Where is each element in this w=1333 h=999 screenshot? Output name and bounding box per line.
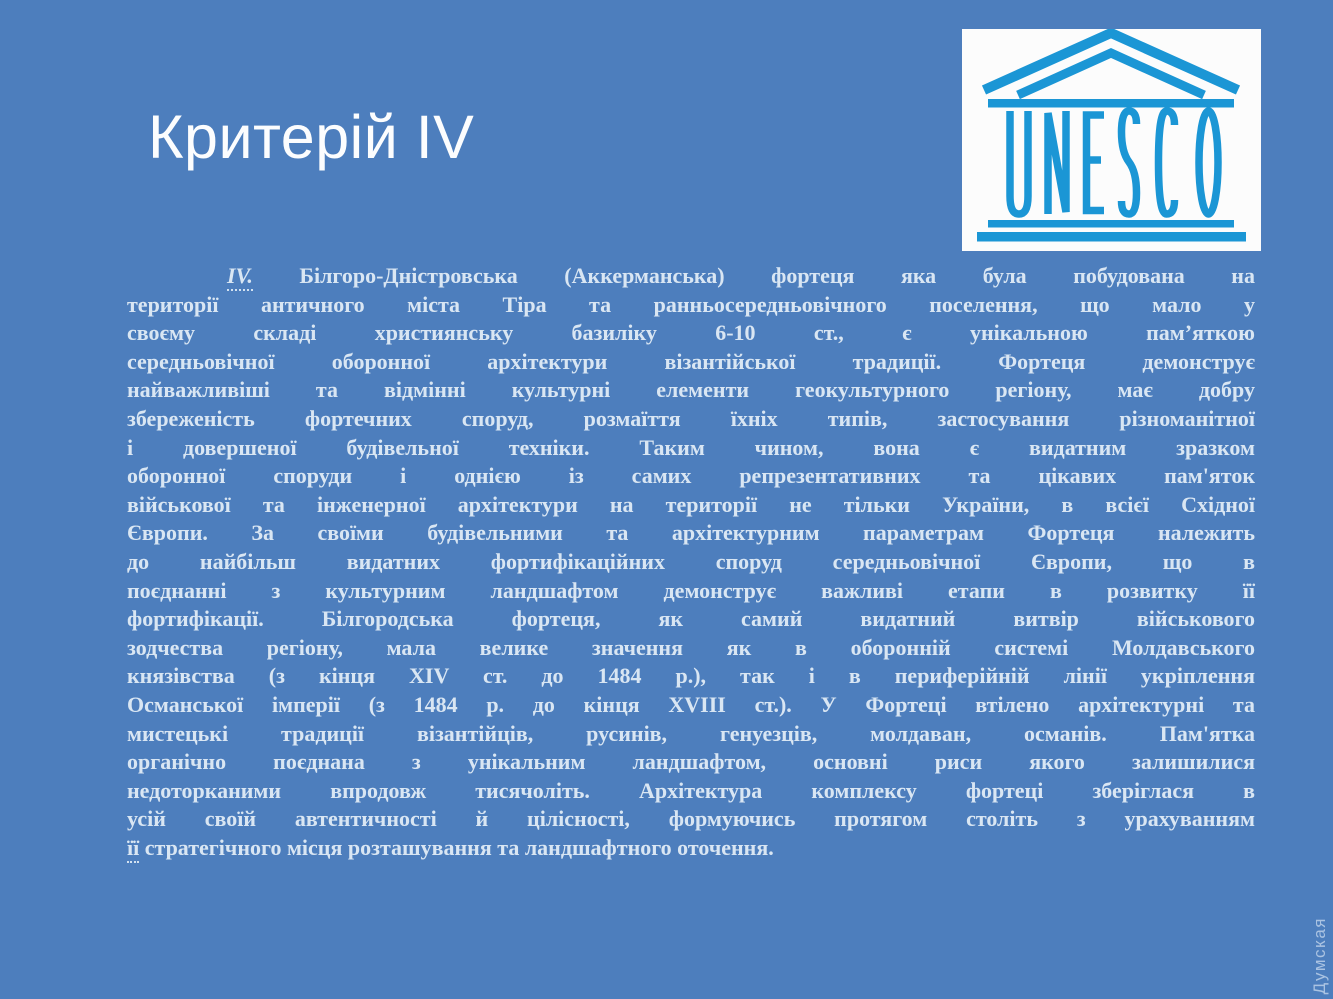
page-title: Критерій IV	[148, 103, 475, 171]
text-line: мистецькі традиції візантійців, русинів, генуезців, молдаван, османів. Пам'ятка	[127, 720, 1255, 746]
text-line-prefix: IV.	[227, 263, 253, 291]
unesco-architrave	[988, 99, 1234, 108]
text-line: військової та інженерної архітектури на території не тільки України, в всієї Східної	[127, 491, 1255, 517]
text-line-prefix: її	[127, 835, 139, 863]
text-line: найважливіші та відмінні культурні елементи геокультурного регіону, має добру	[127, 377, 1255, 403]
unesco-base-bar-upper	[988, 220, 1234, 228]
text-line: фортифікації. Білгородська фортеця, як самий видатний витвір військового	[127, 606, 1255, 632]
text-line: і довершеної будівельної техніки. Таким чином, вона є видатним зразком	[127, 434, 1255, 460]
text-line: недоторканими впродовж тисячоліть. Архітектура комплексу фортеці зберіглася в	[127, 777, 1255, 803]
text-line: збереженість фортечних споруд, розмаїття їхніх типів, застосування різноманітної	[127, 405, 1255, 431]
watermark: Думская	[1310, 916, 1329, 994]
unesco-roof-outer	[984, 33, 1238, 90]
text-line: оборонної споруди і однією із самих репрезентативних та цікавих пам'яток	[127, 463, 1255, 489]
text-line: IV. Білгоро-Дністровська (Аккерманська) фортеця яка була побудована на	[127, 262, 1255, 291]
unesco-letters	[1010, 111, 1218, 214]
text-line: території античного міста Тіра та ранньосередньовічного поселення, що мало у	[127, 291, 1255, 317]
text-line: усій своїй автентичності й цілісності, формуючись протягом століть з урахуванням	[127, 806, 1255, 832]
text-line: своєму складі християнську базиліку 6-10 ст., є унікальною пам’яткою	[127, 320, 1255, 346]
text-line: її стратегічного місця розташування та ландшафтного оточення.	[127, 834, 1255, 863]
text-line: зодчества регіону, мала велике значення як в оборонній системі Молдавського	[127, 634, 1255, 660]
text-line: Європи. За своїми будівельними та архітектурним параметрам Фортеця належить	[127, 520, 1255, 546]
unesco-logo	[962, 29, 1261, 251]
text-line: середньовічної оборонної архітектури візантійської традиції. Фортеця демонструє	[127, 348, 1255, 374]
unesco-base-bar-lower	[977, 232, 1246, 242]
body-paragraph	[127, 262, 1255, 862]
text-line: органічно поєднана з унікальним ландшафтом, основні риси якого залишилися	[127, 749, 1255, 775]
unesco-logo-icon	[962, 29, 1261, 251]
text-line: Османської імперії (з 1484 р. до кінця XVIII ст.). У Фортеці втілено архітектурні та	[127, 691, 1255, 717]
text-line: до найбільш видатних фортифікаційних споруд середньовічної Європи, що в	[127, 548, 1255, 574]
text-line: поєднанні з культурним ландшафтом демонструє важливі етапи в розвитку її	[127, 577, 1255, 603]
text-line: князівства (з кінця XIV ст. до 1484 р.), так і в периферійній лінії укріплення	[127, 663, 1255, 689]
